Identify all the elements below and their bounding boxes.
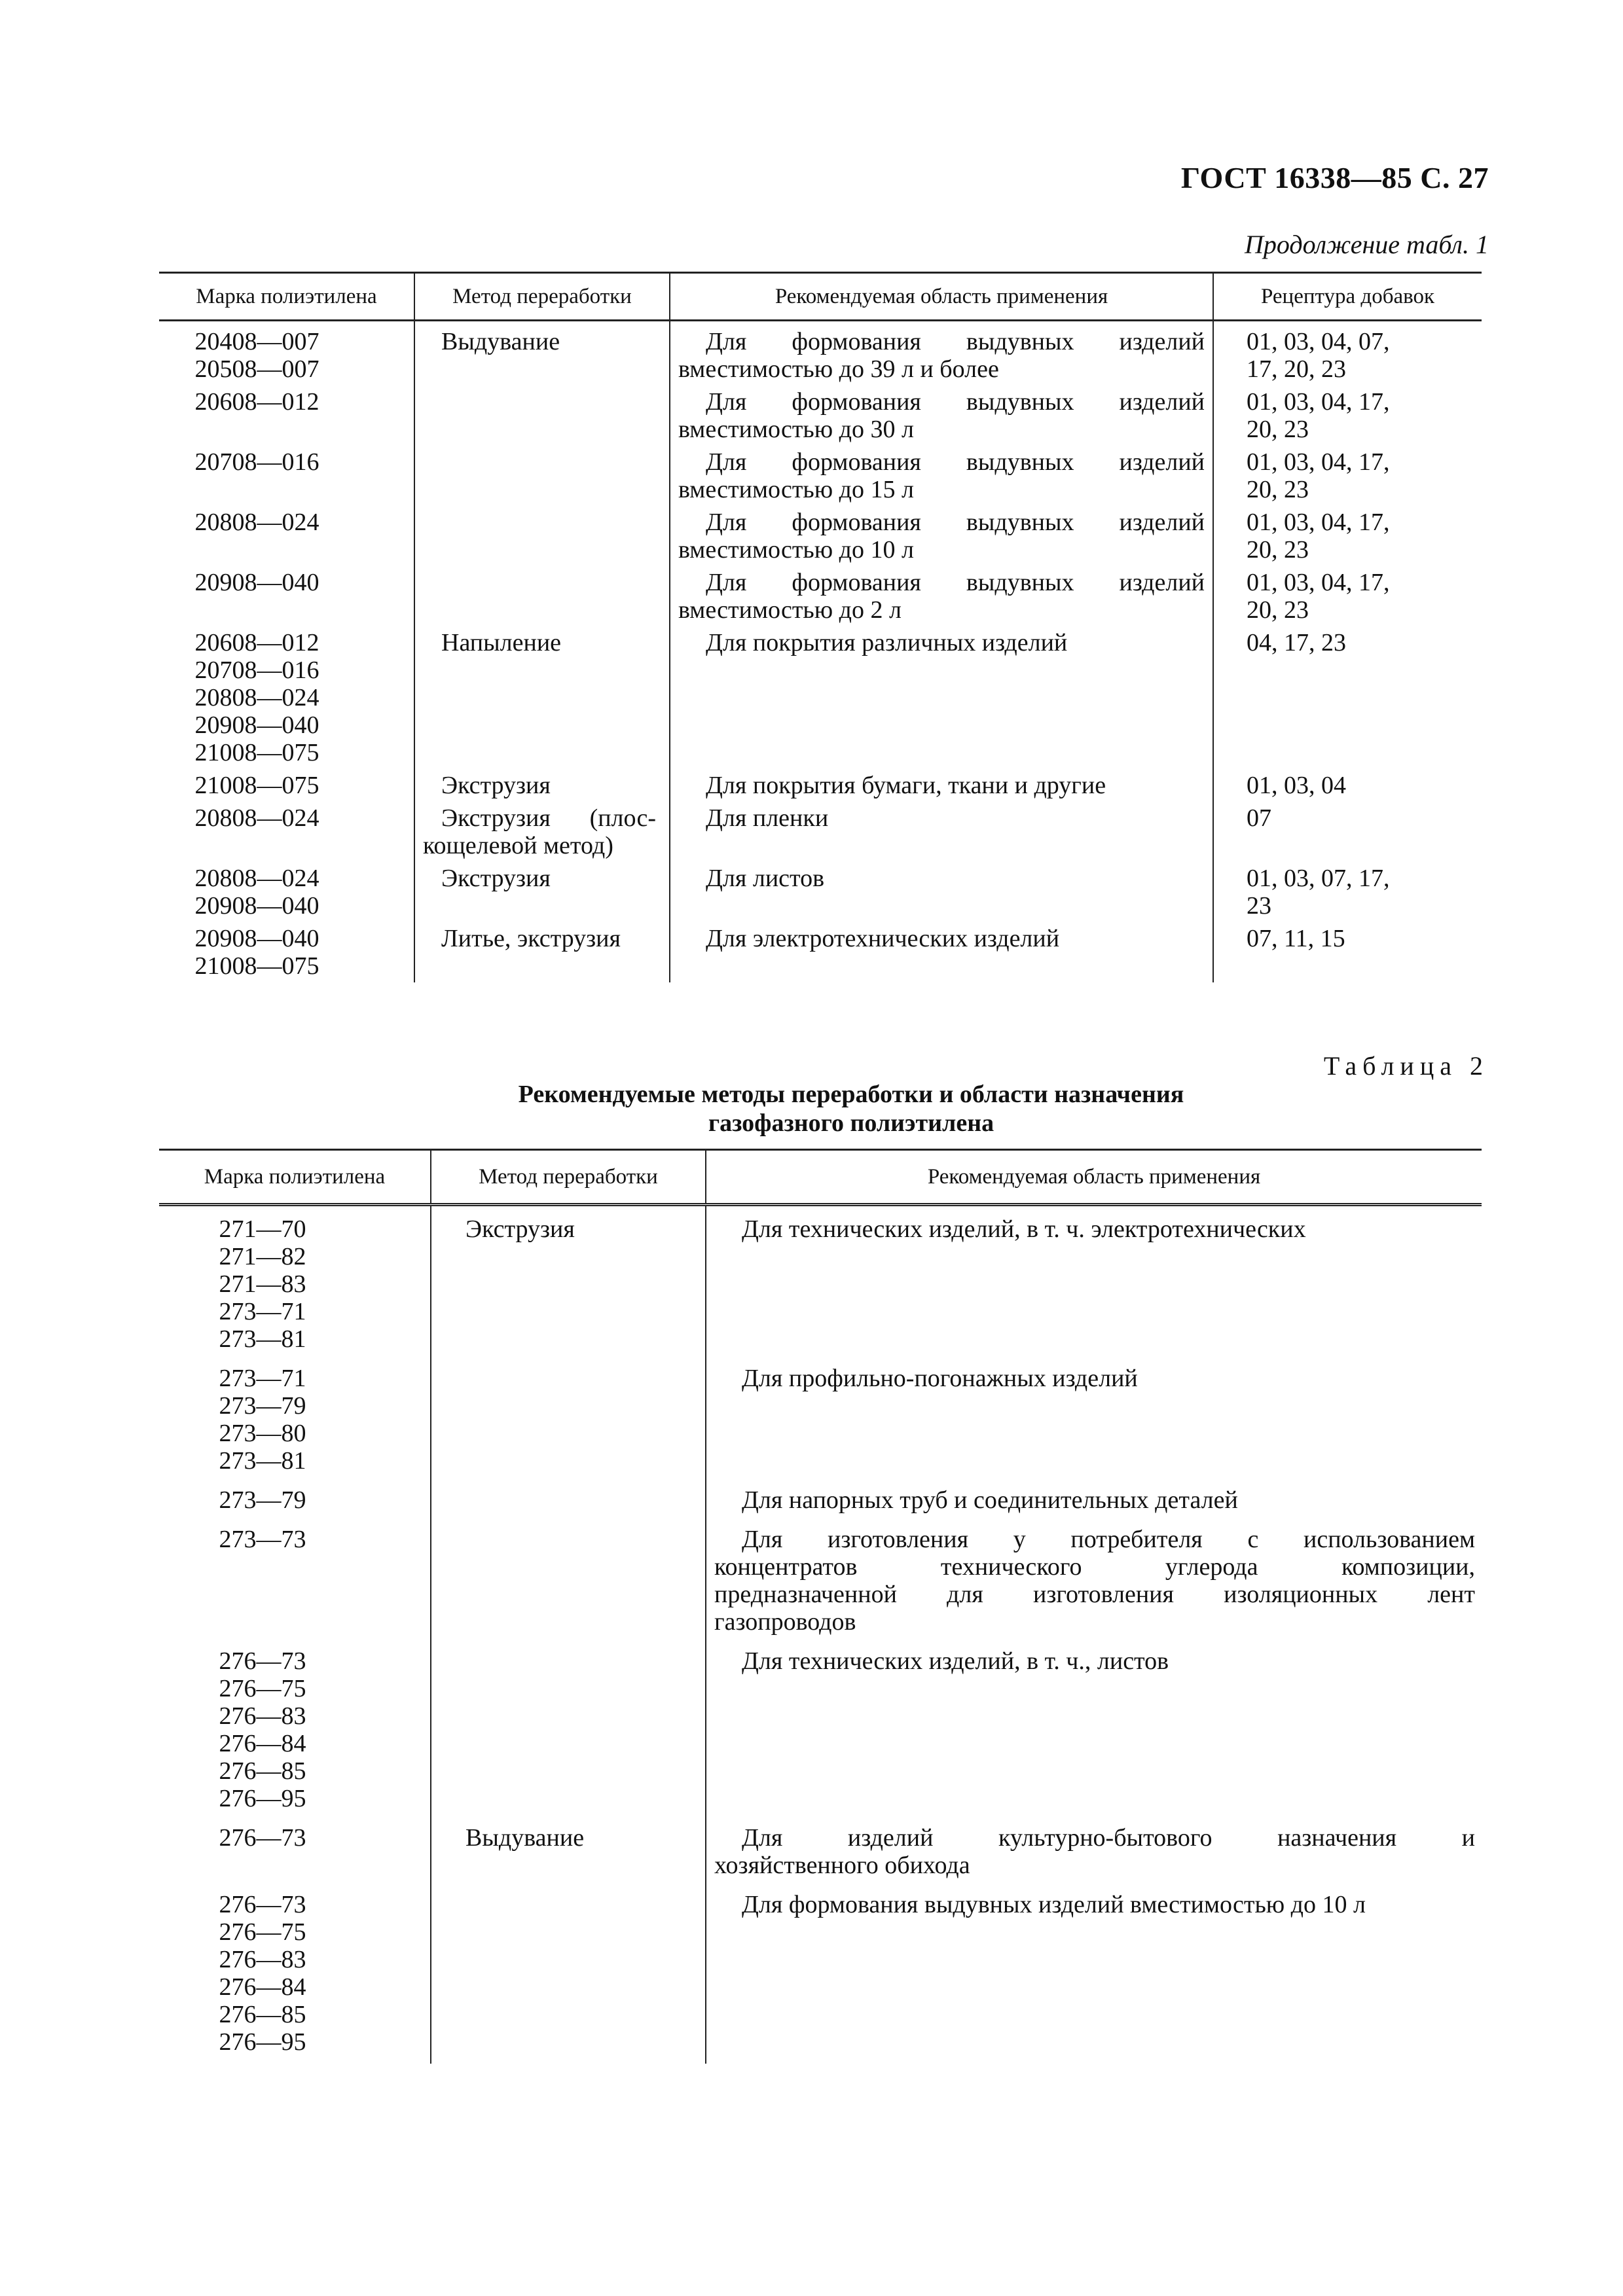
table-row	[159, 862, 1482, 922]
mark-cell-line: 21008—075	[194, 739, 319, 766]
method-cell	[431, 1482, 706, 1522]
additives-cell-line: 01, 03, 04, 17,	[1247, 509, 1390, 536]
application-cell	[670, 446, 1213, 506]
additives-cell-line: 17, 20, 23	[1247, 355, 1346, 383]
table-1-header-application: Рекомендуемая область применения	[670, 273, 1213, 321]
application-cell-line: Для технических изделий, в т. ч., листов	[742, 1647, 1169, 1675]
mark-cell-line: 276—83	[219, 1702, 306, 1730]
mark-cell-line: 276—73	[219, 1891, 306, 1918]
method-cell	[431, 1643, 706, 1820]
additives-cell	[1213, 922, 1482, 982]
mark-cell	[159, 506, 414, 566]
mark-cell-line: 20808—024	[194, 509, 319, 536]
method-cell	[431, 1205, 706, 1361]
mark-cell-line: 20608—012	[194, 388, 319, 416]
mark-cell	[159, 1887, 431, 2064]
additives-cell-line: 01, 03, 04, 17,	[1247, 569, 1390, 596]
application-cell-line: предназначенной для изготовления изоляционных лент	[714, 1581, 1475, 1608]
application-cell	[670, 769, 1213, 802]
application-cell-line: Для формования выдувных изделий	[706, 448, 1205, 476]
continuation-note: Продолжение табл. 1	[1244, 230, 1489, 259]
mark-cell-line: 21008—075	[194, 772, 319, 799]
mark-cell-line: 276—85	[219, 1757, 306, 1785]
additives-cell	[1213, 321, 1482, 386]
mark-cell	[159, 1205, 431, 1361]
method-cell-line: Напыление	[441, 629, 562, 656]
mark-cell-line: 21008—075	[194, 952, 319, 980]
mark-cell-line: 273—71	[219, 1365, 306, 1392]
method-cell	[414, 386, 670, 446]
table-row	[159, 1887, 1482, 2064]
additives-cell-line: 01, 03, 04, 17,	[1247, 388, 1390, 416]
mark-cell	[159, 1820, 431, 1887]
mark-cell-line: 276—73	[219, 1647, 306, 1675]
method-cell	[431, 1887, 706, 2064]
application-cell	[670, 506, 1213, 566]
application-cell-line: Для электротехнических изделий	[706, 925, 1060, 952]
application-cell	[706, 1522, 1482, 1643]
additives-cell-line: 01, 03, 04, 07,	[1247, 328, 1390, 355]
method-cell	[431, 1361, 706, 1482]
table-row	[159, 626, 1482, 769]
application-cell	[706, 1482, 1482, 1522]
application-cell-line: вместимостью до 39 л и более	[678, 355, 999, 383]
method-cell-line: Выдувание	[465, 1824, 585, 1852]
table-row	[159, 506, 1482, 566]
table-row	[159, 1522, 1482, 1643]
application-cell-line: Для формования выдувных изделий	[706, 569, 1205, 596]
method-cell-line: Выдувание	[441, 328, 560, 355]
mark-cell-line: 20908—040	[194, 925, 319, 952]
application-cell-line: вместимостью до 2 л	[678, 596, 902, 624]
mark-cell-line: 20908—040	[194, 711, 319, 739]
application-cell-line: газопроводов	[714, 1608, 856, 1636]
table-row	[159, 566, 1482, 626]
method-cell-line: Литье, экструзия	[441, 925, 621, 952]
application-cell-line: Для покрытия бумаги, ткани и другие	[706, 772, 1106, 799]
mark-cell	[159, 922, 414, 982]
mark-cell	[159, 386, 414, 446]
mark-cell	[159, 769, 414, 802]
table-2-header-method: Метод переработки	[431, 1150, 706, 1205]
application-cell-line: Для профильно-погонажных изделий	[742, 1365, 1138, 1392]
table-1-header-mark: Марка полиэтилена	[159, 273, 414, 321]
application-cell-line: Для формования выдувных изделий	[706, 509, 1205, 536]
additives-cell-line: 01, 03, 04	[1247, 772, 1346, 799]
application-cell	[670, 626, 1213, 769]
mark-cell-line: 271—82	[219, 1243, 306, 1270]
additives-cell	[1213, 769, 1482, 802]
mark-cell	[159, 1482, 431, 1522]
application-cell	[670, 922, 1213, 982]
mark-cell	[159, 566, 414, 626]
additives-cell-line: 01, 03, 04, 17,	[1247, 448, 1390, 476]
mark-cell	[159, 802, 414, 862]
mark-cell-line: 276—75	[219, 1918, 306, 1946]
method-cell-line: Экструзия	[441, 865, 551, 892]
method-cell	[414, 922, 670, 982]
table-1-header-row	[159, 273, 1482, 321]
table-row	[159, 1643, 1482, 1820]
application-cell-line: Для пленки	[706, 804, 829, 832]
mark-cell-line: 20708—016	[194, 448, 319, 476]
mark-cell-line: 20408—007	[194, 328, 319, 355]
mark-cell-line: 273—80	[219, 1420, 306, 1447]
mark-cell-line: 271—70	[219, 1215, 306, 1243]
application-cell	[670, 321, 1213, 386]
application-cell	[706, 1361, 1482, 1482]
mark-cell-line: 20908—040	[194, 892, 319, 920]
method-cell	[414, 769, 670, 802]
method-cell	[431, 1820, 706, 1887]
mark-cell-line: 20608—012	[194, 629, 319, 656]
table-row	[159, 386, 1482, 446]
mark-cell-line: 276—84	[219, 1730, 306, 1757]
application-cell	[706, 1205, 1482, 1361]
mark-cell-line: 20808—024	[194, 865, 319, 892]
application-cell-line: Для технических изделий, в т. ч. электротехнических	[742, 1215, 1306, 1243]
table-row	[159, 446, 1482, 506]
application-cell-line: Для листов	[706, 865, 825, 892]
table-row	[159, 1205, 1482, 1361]
mark-cell-line: 20708—016	[194, 656, 319, 684]
table-row	[159, 1361, 1482, 1482]
additives-cell-line: 20, 23	[1247, 536, 1309, 564]
table-2-title	[393, 1080, 1309, 1138]
method-cell	[414, 446, 670, 506]
mark-cell-line: 271—83	[219, 1270, 306, 1298]
method-cell	[414, 862, 670, 922]
table-1-header-method: Метод переработки	[414, 273, 670, 321]
additives-cell-line: 20, 23	[1247, 476, 1309, 503]
mark-cell-line: 20508—007	[194, 355, 319, 383]
mark-cell-line: 273—81	[219, 1325, 306, 1353]
application-cell-line: вместимостью до 30 л	[678, 416, 914, 443]
mark-cell-line: 20908—040	[194, 569, 319, 596]
table-row	[159, 802, 1482, 862]
application-cell-line: Для напорных труб и соединительных деталей	[742, 1486, 1238, 1514]
application-cell-line: вместимостью до 15 л	[678, 476, 914, 503]
mark-cell	[159, 1522, 431, 1643]
table-row	[159, 922, 1482, 982]
mark-cell-line: 276—75	[219, 1675, 306, 1702]
method-cell	[414, 626, 670, 769]
application-cell-line: Для изготовления у потребителя с использованием	[742, 1526, 1475, 1553]
method-cell	[431, 1522, 706, 1643]
table-2-title-line: Рекомендуемые методы переработки и области назначения	[518, 1081, 1184, 1108]
mark-cell-line: 276—85	[219, 2001, 306, 2028]
mark-cell-line: 273—81	[219, 1447, 306, 1475]
table-row	[159, 1482, 1482, 1522]
additives-cell	[1213, 566, 1482, 626]
mark-cell-line: 276—83	[219, 1946, 306, 1973]
method-cell	[414, 802, 670, 862]
additives-cell	[1213, 626, 1482, 769]
page-header: ГОСТ 16338—85 С. 27	[1180, 161, 1489, 194]
table-2-header-application: Рекомендуемая область применения	[706, 1150, 1482, 1205]
mark-cell	[159, 862, 414, 922]
table-2	[159, 1149, 1482, 2064]
application-cell	[670, 802, 1213, 862]
method-cell	[414, 506, 670, 566]
application-cell	[670, 386, 1213, 446]
mark-cell-line: 273—79	[219, 1486, 306, 1514]
additives-cell-line: 04, 17, 23	[1247, 629, 1346, 656]
mark-cell-line: 276—84	[219, 1973, 306, 2001]
additives-cell	[1213, 802, 1482, 862]
mark-cell	[159, 626, 414, 769]
method-cell	[414, 321, 670, 386]
additives-cell	[1213, 446, 1482, 506]
mark-cell-line: 20808—024	[194, 684, 319, 711]
mark-cell	[159, 321, 414, 386]
additives-cell-line: 20, 23	[1247, 416, 1309, 443]
application-cell	[670, 862, 1213, 922]
mark-cell	[159, 446, 414, 506]
method-cell-line: Экструзия	[441, 772, 551, 799]
additives-cell	[1213, 386, 1482, 446]
table-row	[159, 321, 1482, 386]
mark-cell-line: 273—73	[219, 1526, 306, 1553]
mark-cell-line: 273—71	[219, 1298, 306, 1325]
application-cell	[706, 1820, 1482, 1887]
table-2-title-line: газофазного полиэтилена	[708, 1109, 994, 1137]
table-1-header-additives: Рецептура добавок	[1213, 273, 1482, 321]
method-cell-line: кощелевой метод)	[423, 832, 613, 859]
additives-cell-line: 07	[1247, 804, 1271, 832]
additives-cell-line: 01, 03, 07, 17,	[1247, 865, 1390, 892]
application-cell-line: Для формования выдувных изделий	[706, 328, 1205, 355]
application-cell-line: Для формования выдувных изделий вместимостью до 10 л	[742, 1891, 1366, 1918]
mark-cell-line: 20808—024	[194, 804, 319, 832]
table-row	[159, 1820, 1482, 1887]
table-2-label: Таблица 2	[1323, 1051, 1489, 1081]
application-cell-line: вместимостью до 10 л	[678, 536, 914, 564]
mark-cell-line: 276—95	[219, 2028, 306, 2056]
mark-cell	[159, 1643, 431, 1820]
additives-cell-line: 07, 11, 15	[1247, 925, 1345, 952]
application-cell-line: Для покрытия различных изделий	[706, 629, 1068, 656]
application-cell	[670, 566, 1213, 626]
additives-cell-line: 20, 23	[1247, 596, 1309, 624]
mark-cell-line: 276—95	[219, 1785, 306, 1812]
mark-cell	[159, 1361, 431, 1482]
mark-cell-line: 273—79	[219, 1392, 306, 1420]
application-cell-line: Для изделий культурно-бытового назначения и	[742, 1824, 1475, 1852]
table-2-header-row	[159, 1150, 1482, 1205]
application-cell	[706, 1643, 1482, 1820]
method-cell-line: Экструзия (плос-	[441, 804, 656, 832]
additives-cell	[1213, 862, 1482, 922]
application-cell-line: хозяйственного обихода	[714, 1852, 970, 1879]
additives-cell-line: 23	[1247, 892, 1271, 920]
method-cell-line: Экструзия	[465, 1215, 575, 1243]
application-cell-line: Для формования выдувных изделий	[706, 388, 1205, 416]
table-row	[159, 769, 1482, 802]
table-1	[159, 272, 1482, 982]
mark-cell-line: 276—73	[219, 1824, 306, 1852]
method-cell	[414, 566, 670, 626]
application-cell	[706, 1887, 1482, 2064]
additives-cell	[1213, 506, 1482, 566]
table-2-header-mark: Марка полиэтилена	[159, 1150, 431, 1205]
application-cell-line: концентратов технического углерода композиции,	[714, 1553, 1475, 1581]
